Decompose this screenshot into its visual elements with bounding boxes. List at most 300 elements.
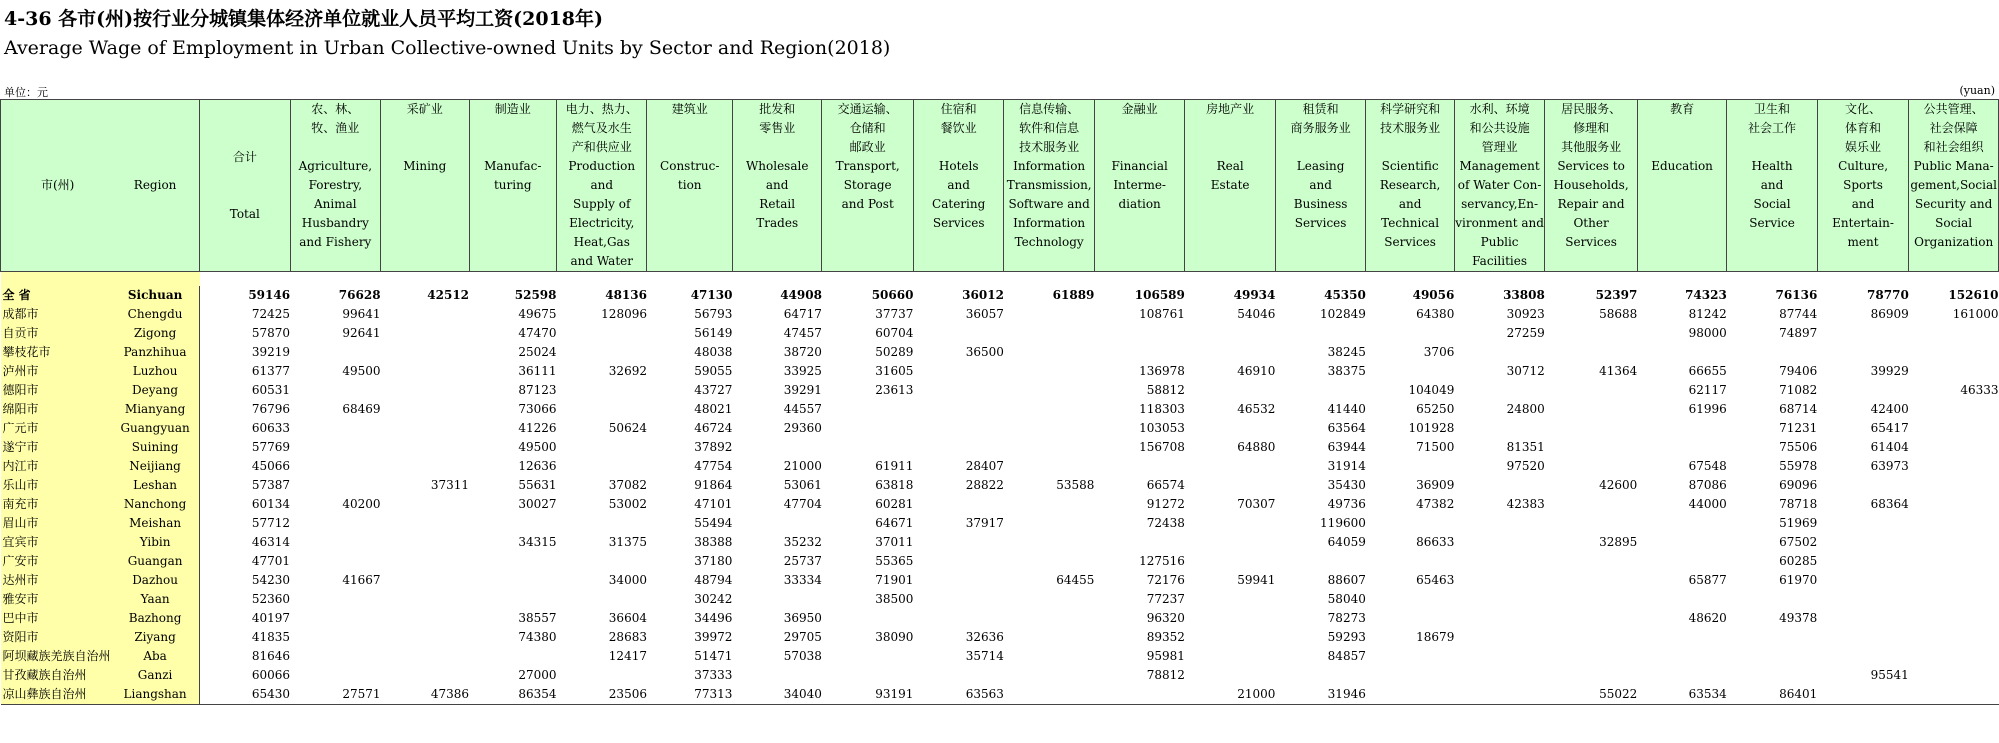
wage-cell: 29360: [783, 421, 822, 435]
column-header: [557, 100, 647, 272]
wage-cell: 79406: [1779, 364, 1818, 378]
wage-cell: [381, 533, 469, 552]
wage-cell: 39291: [783, 383, 822, 397]
wage-cell: 54230: [251, 573, 291, 587]
wage-cell: 91272: [1146, 497, 1185, 511]
column-header: [1817, 100, 1909, 272]
region-name-chinese: 阿坝藏族羌族自治州: [1, 647, 112, 666]
wage-cell: 53588: [1056, 478, 1095, 492]
wage-cell: [1366, 362, 1454, 381]
table-row: [1, 324, 1999, 343]
wage-cell: [913, 438, 1003, 457]
wage-cell: 49056: [1412, 288, 1455, 302]
wage-cell: 64717: [783, 307, 822, 321]
column-header-english: Culture, Sports and Entertain- ment: [1832, 159, 1894, 249]
wage-cell: [1909, 438, 1999, 457]
wage-cell: 25024: [518, 345, 557, 359]
region-name-english: Nanchong: [111, 495, 199, 514]
wage-cell: 38090: [875, 630, 914, 644]
column-header-english: Manufac- turing: [484, 159, 542, 192]
wage-cell: [381, 571, 469, 590]
wage-cell: 65430: [200, 685, 290, 705]
wage-cell: 56793: [694, 307, 733, 321]
wage-cell: [290, 381, 380, 400]
wage-cell: 27571: [290, 685, 380, 705]
column-header-english: Public Mana- gement,Social Security and Social Organization: [1910, 159, 1997, 249]
wage-cell: 64455: [1056, 573, 1095, 587]
wage-cell: 32692: [608, 364, 647, 378]
wage-cell: [913, 362, 1003, 381]
wage-cell: [1094, 324, 1184, 343]
wage-cell: [913, 666, 1003, 685]
wage-cell: [557, 666, 647, 685]
wage-cell: 65417: [1870, 421, 1909, 435]
wage-cell: [1004, 324, 1094, 343]
wage-cell: 37917: [965, 516, 1004, 530]
wage-cell: 55631: [518, 478, 557, 492]
wage-cell: [1275, 666, 1365, 685]
wage-cell: [1454, 419, 1544, 438]
wage-cell: 40197: [251, 611, 291, 625]
wage-cell: [1366, 457, 1454, 476]
wage-cell: 28407: [965, 459, 1004, 473]
wage-cell: 97520: [1506, 459, 1545, 473]
wage-cell: 56149: [694, 326, 733, 340]
wage-cell: [1545, 552, 1638, 571]
wage-cell: [381, 457, 469, 476]
region-name-chinese: 内江市: [1, 457, 112, 476]
wage-cell: 72438: [1146, 516, 1185, 530]
wage-cell: 92641: [342, 326, 381, 340]
wage-cell: [1909, 457, 1999, 476]
wage-cell: 66655: [1688, 364, 1727, 378]
wage-cell: [1727, 647, 1817, 666]
wage-cell: 25737: [783, 554, 822, 568]
wage-cell: 68714: [1779, 402, 1818, 416]
column-header-english: Construc- tion: [660, 159, 720, 192]
wage-cell: 67502: [1779, 535, 1818, 549]
wage-cell: [1909, 590, 1999, 609]
wage-cell: 23613: [875, 383, 914, 397]
column-header-chinese: 公共管理、 社会保障 和社会组织: [1923, 102, 1984, 154]
wage-cell: [1909, 419, 1999, 438]
wage-cell: [381, 324, 469, 343]
wage-cell: [732, 514, 821, 533]
column-header-english: Transport, Storage and Post: [835, 159, 900, 211]
wage-cell: 36111: [518, 364, 557, 378]
wage-cell: 31605: [875, 364, 914, 378]
region-name-chinese: 达州市: [1, 571, 112, 590]
wage-cell: 30027: [518, 497, 557, 511]
wage-cell: 72425: [251, 307, 291, 321]
wage-cell: [1185, 590, 1275, 609]
wage-cell: 72176: [1146, 573, 1185, 587]
wage-cell: 104049: [1408, 383, 1455, 397]
column-header-chinese: 房地产业: [1206, 102, 1255, 116]
wage-cell: [381, 343, 469, 362]
region-name-chinese: 凉山彝族自治州: [1, 685, 112, 705]
wage-cell: [1004, 647, 1094, 666]
table-row: [1, 381, 1999, 400]
wage-table: [0, 99, 1999, 705]
wage-cell: 89352: [1146, 630, 1185, 644]
wage-cell: [1454, 552, 1544, 571]
column-header: [913, 100, 1003, 272]
column-header-english: Hotels and Catering Services: [932, 159, 986, 230]
region-header-chinese: 市(州): [1, 100, 112, 272]
wage-cell: 35430: [1327, 478, 1366, 492]
wage-cell: [1004, 666, 1094, 685]
wage-cell: 60704: [875, 326, 914, 340]
wage-cell: 61377: [251, 364, 291, 378]
wage-cell: [1545, 381, 1638, 400]
wage-cell: 49500: [518, 440, 557, 454]
wage-cell: [557, 438, 647, 457]
column-header: [1909, 100, 1999, 272]
wage-cell: [1817, 381, 1909, 400]
column-header: [1094, 100, 1184, 272]
wage-cell: 47470: [518, 326, 557, 340]
region-name-english: Luzhou: [111, 362, 199, 381]
wage-cell: 156708: [1139, 440, 1185, 454]
wage-cell: 63818: [875, 478, 914, 492]
column-header-chinese: 科学研究和 技术服务业: [1380, 102, 1441, 135]
wage-cell: 48794: [694, 573, 733, 587]
wage-cell: [1637, 343, 1726, 362]
column-header-chinese: 金融业: [1121, 102, 1158, 116]
wage-cell: [1004, 533, 1094, 552]
wage-cell: 46314: [251, 535, 291, 549]
region-name-english: Chengdu: [111, 305, 199, 324]
wage-cell: [469, 571, 556, 590]
column-header-chinese: 合计: [232, 149, 257, 164]
column-header: [1637, 100, 1726, 272]
wage-cell: 49934: [1233, 288, 1276, 302]
wage-cell: 37180: [694, 554, 733, 568]
wage-cell: 60633: [251, 421, 291, 435]
wage-cell: 71901: [875, 573, 914, 587]
wage-cell: 81242: [1688, 307, 1727, 321]
wage-cell: 87123: [518, 383, 557, 397]
wage-cell: [381, 552, 469, 571]
wage-cell: 38720: [783, 345, 822, 359]
region-name-chinese: 南充市: [1, 495, 112, 514]
column-header: [822, 100, 914, 272]
wage-cell: [1545, 514, 1638, 533]
wage-cell: [1454, 628, 1544, 647]
column-header-chinese: 住宿和 餐饮业: [940, 102, 977, 135]
unit-label-chinese: 单位：元: [4, 86, 48, 99]
wage-cell: 45066: [251, 459, 291, 473]
wage-cell: [381, 419, 469, 438]
wage-cell: 66574: [1146, 478, 1185, 492]
wage-cell: [469, 590, 556, 609]
wage-cell: [1094, 343, 1184, 362]
column-header-english: Leasing and Business Services: [1293, 159, 1348, 230]
wage-cell: [290, 514, 380, 533]
region-name-chinese: 资阳市: [1, 628, 112, 647]
wage-cell: [1185, 533, 1275, 552]
region-header-english: Region: [111, 100, 199, 272]
column-header: [469, 100, 556, 272]
wage-cell: [1817, 590, 1909, 609]
wage-cell: [1094, 457, 1184, 476]
wage-cell: 47386: [381, 685, 469, 705]
wage-cell: [1275, 381, 1365, 400]
wage-cell: [1454, 533, 1544, 552]
wage-cell: 46333: [1960, 383, 1999, 397]
wage-cell: 57769: [251, 440, 291, 454]
region-name-english: Aba: [111, 647, 199, 666]
wage-cell: 70307: [1237, 497, 1276, 511]
wage-cell: [732, 438, 821, 457]
wage-cell: 61970: [1779, 573, 1818, 587]
wage-cell: [1366, 685, 1454, 705]
wage-cell: [1727, 343, 1817, 362]
wage-cell: 37892: [694, 440, 733, 454]
wage-cell: 136978: [1139, 364, 1185, 378]
region-name-english: Zigong: [111, 324, 199, 343]
region-name-chinese: 成都市: [1, 305, 112, 324]
column-header-chinese: 制造业: [494, 102, 531, 116]
column-header-chinese: 农、林、 牧、渔业: [311, 102, 360, 135]
column-header-chinese: 租赁和 商务服务业: [1290, 102, 1351, 135]
wage-cell: [1004, 381, 1094, 400]
wage-cell: 52397: [1595, 288, 1638, 302]
wage-cell: [1185, 381, 1275, 400]
wage-cell: [381, 628, 469, 647]
wage-cell: [1004, 685, 1094, 705]
wage-cell: 103053: [1139, 421, 1185, 435]
wage-cell: 88607: [1327, 573, 1366, 587]
wage-cell: 60134: [251, 497, 291, 511]
wage-cell: 78718: [1779, 497, 1818, 511]
wage-cell: 55365: [875, 554, 914, 568]
wage-cell: 42383: [1506, 497, 1545, 511]
wage-cell: 34040: [732, 685, 821, 705]
wage-cell: 78273: [1327, 611, 1366, 625]
wage-cell: [1817, 533, 1909, 552]
wage-cell: [1817, 343, 1909, 362]
wage-cell: [1185, 647, 1275, 666]
region-name-chinese: 巴中市: [1, 609, 112, 628]
column-header-chinese: 居民服务、 修理和 其他服务业: [1561, 102, 1622, 154]
column-header: [1185, 100, 1275, 272]
table-row: [1, 685, 1999, 705]
wage-cell: 32895: [1599, 535, 1638, 549]
column-header: [381, 100, 469, 272]
wage-cell: 68469: [342, 402, 381, 416]
wage-cell: 53061: [783, 478, 822, 492]
wage-cell: [1185, 514, 1275, 533]
column-header: [1275, 100, 1365, 272]
wage-cell: 64059: [1327, 535, 1366, 549]
wage-cell: 43727: [694, 383, 733, 397]
region-name-chinese: 自贡市: [1, 324, 112, 343]
table-row: [1, 647, 1999, 666]
region-name-english: Ganzi: [111, 666, 199, 685]
wage-cell: 60285: [1779, 554, 1818, 568]
spacer-row: [1, 272, 1999, 287]
wage-cell: 78812: [1146, 668, 1185, 682]
wage-cell: [290, 419, 380, 438]
wage-cell: 23506: [557, 685, 647, 705]
wage-cell: 50660: [871, 288, 914, 302]
wage-cell: [1185, 628, 1275, 647]
wage-cell: 81351: [1506, 440, 1545, 454]
wage-cell: [1185, 609, 1275, 628]
wage-cell: 59146: [248, 288, 291, 302]
wage-cell: [1727, 590, 1817, 609]
wage-cell: [1637, 438, 1726, 457]
wage-cell: 41440: [1327, 402, 1366, 416]
wage-cell: 102849: [1320, 307, 1366, 321]
wage-cell: 34315: [518, 535, 557, 549]
wage-cell: 108761: [1139, 307, 1185, 321]
region-name-english: Bazhong: [111, 609, 199, 628]
wage-cell: [1545, 571, 1638, 590]
wage-cell: [1454, 590, 1544, 609]
wage-cell: [1004, 628, 1094, 647]
region-name-chinese: 乐山市: [1, 476, 112, 495]
wage-cell: 55494: [694, 516, 733, 530]
region-name-chinese: 德阳市: [1, 381, 112, 400]
wage-cell: 36950: [783, 611, 822, 625]
wage-cell: 36012: [962, 288, 1004, 302]
wage-cell: [1637, 590, 1726, 609]
wage-cell: 21000: [1185, 685, 1275, 705]
wage-cell: [732, 590, 821, 609]
wage-cell: [822, 609, 914, 628]
wage-cell: [1366, 590, 1454, 609]
wage-cell: [1909, 609, 1999, 628]
wage-cell: [381, 362, 469, 381]
wage-cell: [1275, 552, 1365, 571]
wage-cell: [1909, 571, 1999, 590]
wage-cell: 41364: [1599, 364, 1638, 378]
column-header-english: Mining: [403, 159, 447, 173]
column-header-english: Wholesale and Retail Trades: [745, 159, 809, 230]
wage-cell: [1545, 400, 1638, 419]
wage-cell: 12636: [518, 459, 557, 473]
wage-cell: 3706: [1423, 345, 1455, 359]
wage-cell: 49500: [342, 364, 381, 378]
wage-cell: 65250: [1416, 402, 1455, 416]
wage-cell: [290, 457, 380, 476]
wage-cell: 47101: [694, 497, 733, 511]
wage-cell: [1366, 514, 1454, 533]
column-header-chinese: 交通运输、 仓储和 邮政业: [837, 102, 898, 154]
wage-cell: [557, 381, 647, 400]
wage-cell: [1909, 628, 1999, 647]
region-name-chinese: 全 省: [1, 286, 112, 305]
wage-cell: 35714: [965, 649, 1004, 663]
table-row: [1, 495, 1999, 514]
wage-cell: [290, 438, 380, 457]
column-header-chinese: 水利、环境 和公共设施 管理业: [1469, 102, 1530, 154]
wage-cell: 86909: [1870, 307, 1909, 321]
wage-cell: [381, 666, 469, 685]
wage-cell: [290, 609, 380, 628]
wage-cell: 63564: [1327, 421, 1366, 435]
wage-cell: 37737: [875, 307, 914, 321]
wage-cell: [469, 514, 556, 533]
wage-cell: [1545, 419, 1638, 438]
wage-cell: 78770: [1867, 288, 1909, 302]
wage-cell: [1909, 324, 1999, 343]
wage-cell: [290, 343, 380, 362]
wage-cell: [1185, 324, 1275, 343]
wage-cell: [913, 590, 1003, 609]
wage-cell: 95981: [1146, 649, 1185, 663]
wage-cell: 119600: [1320, 516, 1366, 530]
wage-cell: 18679: [1416, 630, 1455, 644]
wage-cell: 52360: [251, 592, 291, 606]
wage-cell: [381, 400, 469, 419]
wage-cell: 91864: [694, 478, 733, 492]
wage-cell: 49378: [1779, 611, 1818, 625]
table-row: [1, 571, 1999, 590]
wage-cell: 55978: [1779, 459, 1818, 473]
wage-cell: [290, 533, 380, 552]
wage-cell: [1004, 305, 1094, 324]
wage-cell: [290, 666, 380, 685]
wage-cell: 62117: [1688, 383, 1727, 397]
table-row: [1, 400, 1999, 419]
wage-cell: 87086: [1688, 478, 1727, 492]
wage-cell: 28683: [608, 630, 647, 644]
wage-cell: 57038: [783, 649, 822, 663]
wage-cell: [913, 533, 1003, 552]
wage-cell: 34496: [694, 611, 733, 625]
wage-cell: [1817, 647, 1909, 666]
wage-cell: [1545, 343, 1638, 362]
wage-cell: 47457: [783, 326, 822, 340]
wage-cell: 38500: [875, 592, 914, 606]
column-header: [1454, 100, 1544, 272]
wage-cell: [1909, 552, 1999, 571]
wage-cell: 41835: [251, 630, 291, 644]
table-row: [1, 438, 1999, 457]
table-row: [1, 628, 1999, 647]
wage-cell: [1909, 495, 1999, 514]
wage-cell: 73066: [518, 402, 557, 416]
wage-cell: [1185, 476, 1275, 495]
wage-cell: [1004, 514, 1094, 533]
province-total-row: [1, 286, 1999, 305]
wage-cell: 128096: [601, 307, 647, 321]
wage-cell: 50624: [608, 421, 647, 435]
region-name-english: Leshan: [111, 476, 199, 495]
wage-cell: [1454, 571, 1544, 590]
wage-cell: 161000: [1952, 307, 1999, 321]
wage-cell: 74323: [1685, 288, 1727, 302]
wage-cell: [1366, 324, 1454, 343]
wage-cell: 31946: [1275, 685, 1365, 705]
wage-cell: 39972: [694, 630, 733, 644]
wage-cell: [1454, 381, 1544, 400]
wage-cell: [1817, 324, 1909, 343]
wage-cell: 46724: [694, 421, 733, 435]
wage-cell: 27259: [1506, 326, 1545, 340]
wage-cell: [290, 476, 380, 495]
wage-cell: [1817, 514, 1909, 533]
wage-cell: [913, 552, 1003, 571]
wage-cell: 63973: [1870, 459, 1909, 473]
wage-cell: 40200: [342, 497, 381, 511]
wage-cell: [1637, 647, 1726, 666]
wage-cell: [1366, 647, 1454, 666]
